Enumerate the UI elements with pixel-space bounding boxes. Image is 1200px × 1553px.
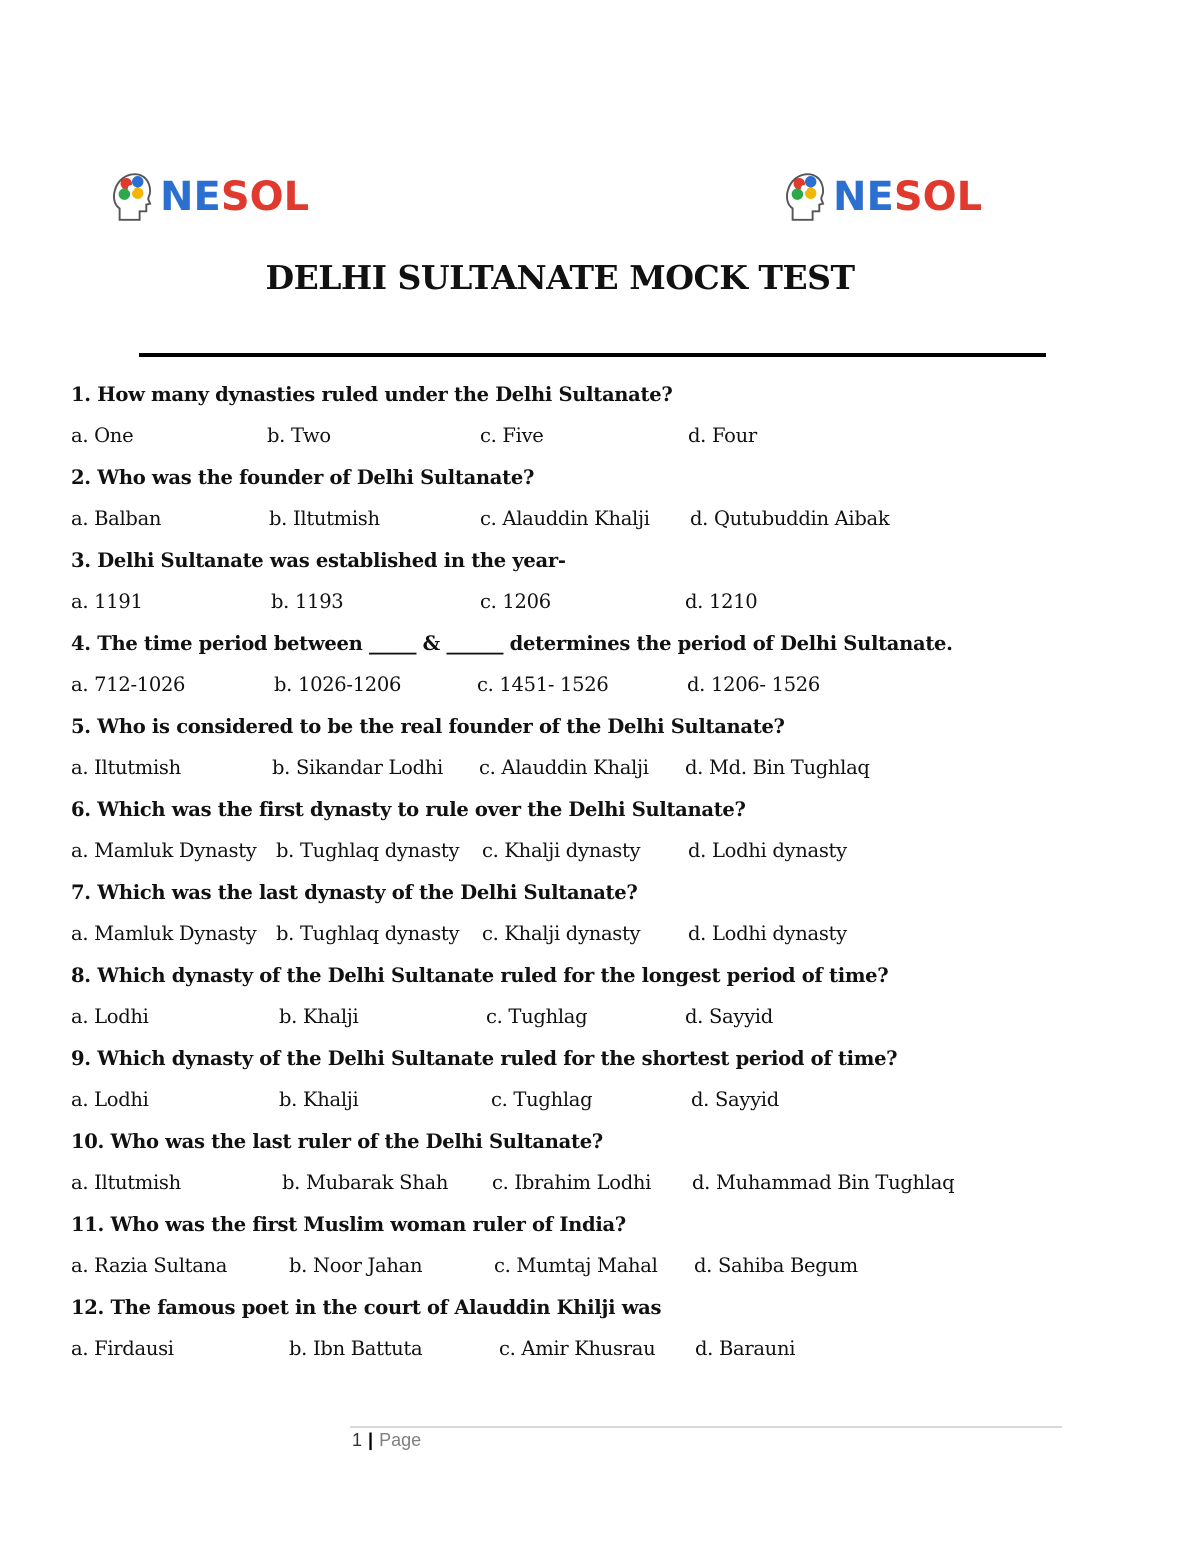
options-row: [71, 502, 1131, 544]
answer-option: c. Alauddin Khalji: [480, 507, 650, 530]
question-text: 1. How many dynasties ruled under the Delhi Sultanate?: [71, 383, 673, 406]
question-text: 4. The time period between _____ & ______ determines the period of Delhi Sultanate.: [71, 632, 953, 655]
page-title: DELHI SULTANATE MOCK TEST: [265, 258, 855, 297]
options-row: [71, 917, 1131, 959]
answer-option: d. Lodhi dynasty: [688, 922, 847, 945]
answer-option: d. Lodhi dynasty: [688, 839, 847, 862]
question-text: 12. The famous poet in the court of Alauddin Khilji was: [71, 1296, 662, 1319]
answer-option: a. Mamluk Dynasty: [71, 839, 257, 862]
options-row: [71, 1083, 1131, 1125]
answer-option: c. Khalji dynasty: [482, 839, 641, 862]
answer-option: b. Two: [267, 424, 331, 447]
head-gears-icon: [112, 171, 152, 223]
answer-option: a. Firdausi: [71, 1337, 174, 1360]
answer-option: b. Mubarak Shah: [282, 1171, 449, 1194]
options-row: [71, 1249, 1131, 1291]
answer-option: d. 1206- 1526: [687, 673, 821, 696]
answer-option: d. Md. Bin Tughlaq: [685, 756, 870, 779]
answer-option: c. Tughlag: [491, 1088, 593, 1111]
answer-option: c. Amir Khusrau: [499, 1337, 656, 1360]
head-gears-icon: [785, 171, 825, 223]
options-row: [71, 585, 1131, 627]
question-list: [71, 378, 1131, 1374]
answer-option: a. Lodhi: [71, 1088, 149, 1111]
options-row: [71, 1332, 1131, 1374]
footer-divider: [350, 1426, 1062, 1428]
answer-option: b. Sikandar Lodhi: [272, 756, 443, 779]
title-divider: [139, 353, 1046, 357]
answer-option: b. Iltutmish: [269, 507, 380, 530]
answer-option: b. Ibn Battuta: [289, 1337, 423, 1360]
footer-separator: |: [368, 1430, 374, 1450]
answer-option: c. Mumtaj Mahal: [494, 1254, 658, 1277]
options-row: [71, 834, 1131, 876]
page-footer: [352, 1430, 421, 1451]
answer-option: c. 1206: [480, 590, 551, 613]
question-text: 11. Who was the first Muslim woman ruler of India?: [71, 1213, 626, 1236]
question-text: 5. Who is considered to be the real founder of the Delhi Sultanate?: [71, 715, 785, 738]
options-row: [71, 419, 1131, 461]
answer-option: b. Tughlaq dynasty: [276, 922, 460, 945]
question-text: 8. Which dynasty of the Delhi Sultanate ruled for the longest period of time?: [71, 964, 889, 987]
answer-option: b. Noor Jahan: [289, 1254, 423, 1277]
answer-option: c. Five: [480, 424, 544, 447]
options-row: [71, 1000, 1131, 1042]
answer-option: c. Ibrahim Lodhi: [492, 1171, 652, 1194]
page-label: Page: [379, 1430, 422, 1450]
answer-option: a. Iltutmish: [71, 1171, 181, 1194]
answer-option: c. 1451- 1526: [477, 673, 609, 696]
answer-option: d. Sayyid: [691, 1088, 779, 1111]
answer-option: a. Lodhi: [71, 1005, 149, 1028]
answer-option: d. Muhammad Bin Tughlaq: [692, 1171, 955, 1194]
page-number: 1: [352, 1430, 363, 1450]
answer-option: b. Khalji: [279, 1088, 359, 1111]
answer-option: a. Balban: [71, 507, 162, 530]
answer-option: c. Tughlag: [486, 1005, 588, 1028]
answer-option: d. Sayyid: [685, 1005, 773, 1028]
nesol-logo-left: [112, 170, 309, 224]
answer-option: d. Barauni: [695, 1337, 796, 1360]
answer-option: d. Qutubuddin Aibak: [690, 507, 890, 530]
answer-option: b. 1026-1206: [274, 673, 402, 696]
options-row: [71, 751, 1131, 793]
options-row: [71, 668, 1131, 710]
answer-option: d. Sahiba Begum: [694, 1254, 858, 1277]
question-text: 3. Delhi Sultanate was established in the year-: [71, 549, 566, 572]
nesol-logo-right: [785, 170, 982, 224]
options-row: [71, 1166, 1131, 1208]
question-text: 7. Which was the last dynasty of the Delhi Sultanate?: [71, 881, 638, 904]
logo-wordmark: NESOL: [160, 174, 310, 220]
question-text: 6. Which was the first dynasty to rule over the Delhi Sultanate?: [71, 798, 746, 821]
question-text: 9. Which dynasty of the Delhi Sultanate ruled for the shortest period of time?: [71, 1047, 898, 1070]
answer-option: b. 1193: [271, 590, 344, 613]
answer-option: a. Iltutmish: [71, 756, 181, 779]
answer-option: d. Four: [688, 424, 757, 447]
answer-option: a. One: [71, 424, 134, 447]
answer-option: a. 712-1026: [71, 673, 186, 696]
logo-wordmark: NESOL: [833, 174, 983, 220]
answer-option: b. Khalji: [279, 1005, 359, 1028]
question-text: 2. Who was the founder of Delhi Sultanate?: [71, 466, 535, 489]
answer-option: a. Mamluk Dynasty: [71, 922, 257, 945]
answer-option: b. Tughlaq dynasty: [276, 839, 460, 862]
answer-option: a. Razia Sultana: [71, 1254, 228, 1277]
answer-option: c. Alauddin Khalji: [479, 756, 649, 779]
answer-option: d. 1210: [685, 590, 758, 613]
answer-option: a. 1191: [71, 590, 143, 613]
answer-option: c. Khalji dynasty: [482, 922, 641, 945]
question-text: 10. Who was the last ruler of the Delhi Sultanate?: [71, 1130, 603, 1153]
